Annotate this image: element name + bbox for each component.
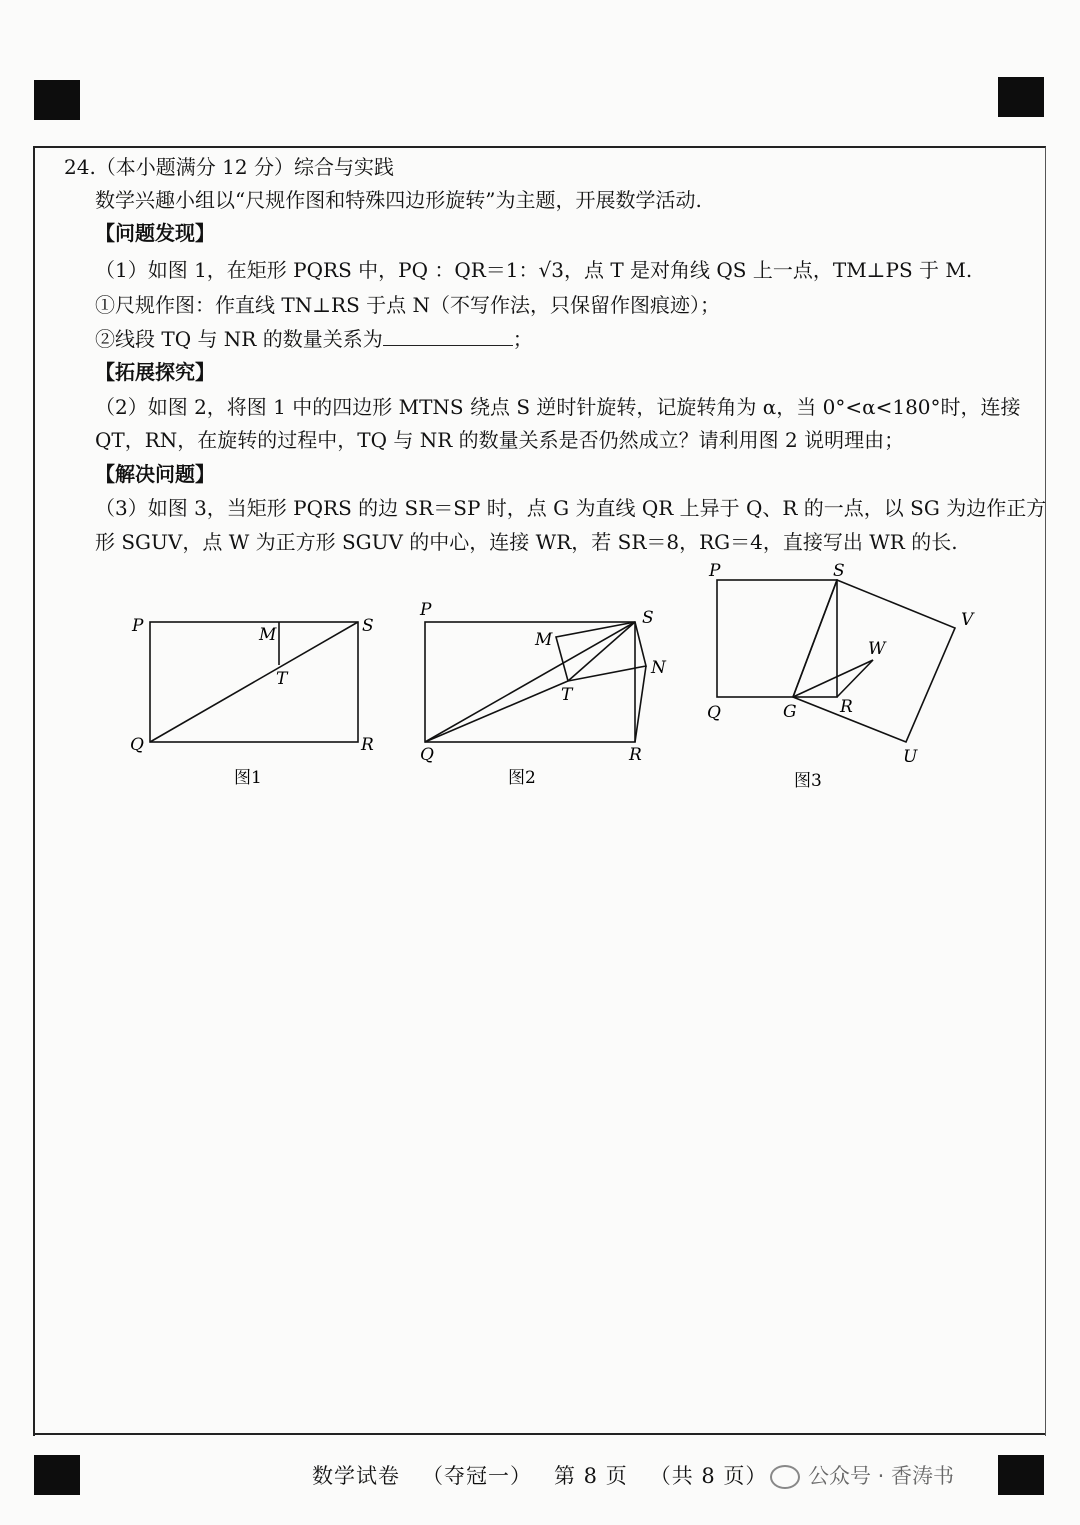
fig3-label-P: P xyxy=(709,561,721,581)
fig3-caption: 图3 xyxy=(794,771,822,791)
fig1-label-S: S xyxy=(362,616,374,636)
fig2-label-P: P xyxy=(420,600,432,620)
fig2-label-M: M xyxy=(535,630,553,650)
fig3-label-W: W xyxy=(868,639,886,659)
part1-subtask-b-text: ②线段 TQ 与 NR 的数量关系为 xyxy=(95,327,383,351)
fig1-caption: 图1 xyxy=(234,768,262,788)
fig2-label-T: T xyxy=(561,685,573,705)
part1-text: （1）如图 1，在矩形 PQRS 中，PQ ：QR＝1：√3，点 T 是对角线 QS 上一点，TM⊥PS 于 M. xyxy=(95,258,973,282)
part1-subtask-a: ①尺规作图：作直线 TN⊥RS 于点 N（不写作法，只保留作图痕迹）； xyxy=(95,293,720,317)
fig3-label-V: V xyxy=(961,610,974,630)
fig2-label-S: S xyxy=(642,608,654,628)
footer-subject: 数学试卷 xyxy=(312,1464,400,1488)
fig1-label-T: T xyxy=(276,669,288,689)
part2-line1: （2）如图 2，将图 1 中的四边形 MTNS 绕点 S 逆时针旋转，记旋转角为 α，当 0°<α<180°时，连接 xyxy=(95,395,1021,419)
question-intro: 数学兴趣小组以“尺规作图和特殊四边形旋转”为主题，开展数学活动. xyxy=(95,188,702,212)
registration-mark-bottom-right xyxy=(998,1455,1044,1495)
part3-line1: （3）如图 3，当矩形 PQRS 的边 SR＝SP 时，点 G 为直线 QR 上异于 Q、R 的一点，以 SG 为边作正方 xyxy=(95,496,1047,520)
section-heading-explore: 【拓展探究】 xyxy=(95,360,215,384)
part3-line2: 形 SGUV，点 W 为正方形 SGUV 的中心，连接 WR，若 SR＝8，RG＝4，直接写出 WR 的长. xyxy=(95,530,958,554)
question-header: 24.（本小题满分 12 分）综合与实践 xyxy=(64,155,394,179)
figure-3 xyxy=(717,580,955,742)
fig3-label-R: R xyxy=(840,697,853,717)
fig3-label-S: S xyxy=(833,561,845,581)
watermark xyxy=(770,1460,954,1490)
fig2-caption: 图2 xyxy=(508,768,536,788)
fig3-label-G: G xyxy=(783,702,797,722)
fig1-label-P: P xyxy=(132,616,144,636)
registration-mark-bottom-left xyxy=(34,1455,80,1495)
section-heading-solve: 【解决问题】 xyxy=(95,462,215,486)
footer-edition: （夺冠一） xyxy=(422,1464,532,1488)
fig2-label-N: N xyxy=(651,658,666,678)
fig3-label-U: U xyxy=(903,747,918,767)
watermark-text: 公众号 · 香涛书 xyxy=(808,1464,955,1488)
fig3-label-Q: Q xyxy=(707,703,721,723)
fig1-label-M: M xyxy=(259,625,277,645)
footer-total: （共 8 页） xyxy=(649,1464,768,1488)
wechat-icon xyxy=(770,1465,800,1489)
page-footer xyxy=(312,1460,789,1490)
bottom-rule xyxy=(33,1433,1045,1435)
fig1-label-Q: Q xyxy=(130,735,144,755)
fig2-label-R: R xyxy=(629,745,642,765)
part1-subtask-b-end: ； xyxy=(512,327,533,351)
footer-page: 第 8 页 xyxy=(554,1464,628,1488)
part2-line2: QT，RN，在旋转的过程中，TQ 与 NR 的数量关系是否仍然成立？请利用图 2 说明理由； xyxy=(95,428,905,452)
section-heading-discovery: 【问题发现】 xyxy=(95,221,215,245)
fig2-label-Q: Q xyxy=(420,745,434,765)
figure-1 xyxy=(150,622,358,742)
fig1-label-R: R xyxy=(361,735,374,755)
